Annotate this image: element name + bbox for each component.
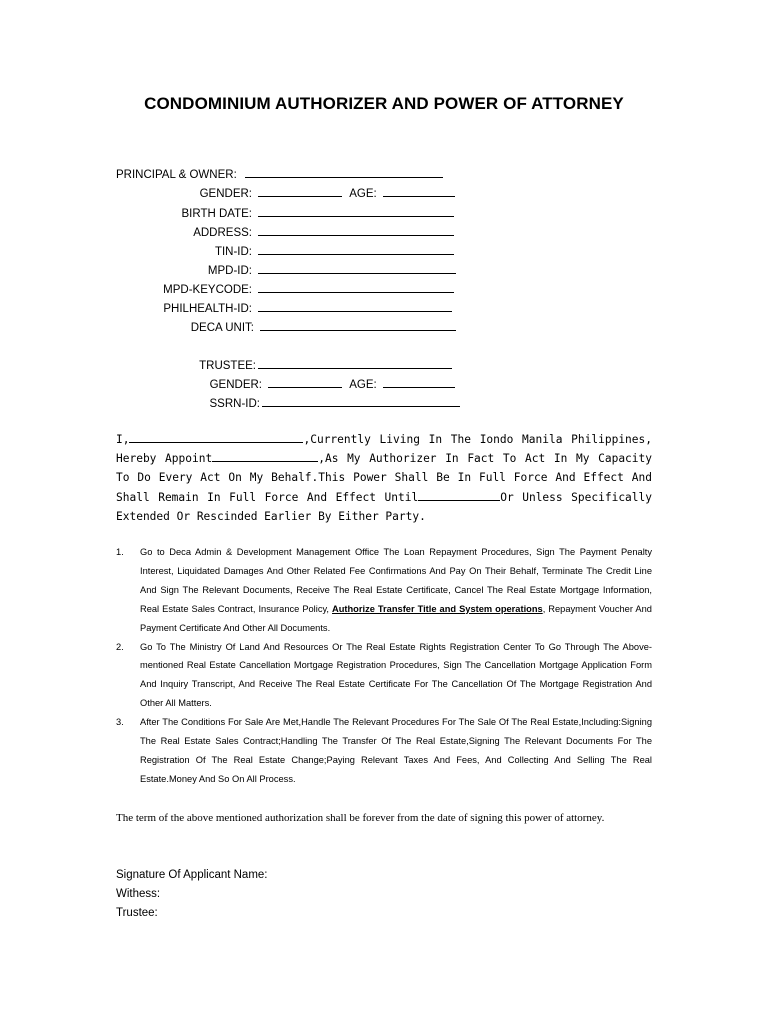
birth-date-label: BIRTH DATE: bbox=[181, 208, 252, 220]
trustee-gender-blank bbox=[268, 376, 342, 388]
address-blank bbox=[258, 224, 454, 236]
ssrn-id-blank bbox=[262, 395, 460, 407]
intro-until-blank bbox=[418, 489, 500, 501]
trustee-age-label: AGE: bbox=[349, 379, 377, 391]
age-label: AGE: bbox=[349, 188, 377, 200]
mpd-keycode-label: MPD-KEYCODE: bbox=[163, 284, 252, 296]
trustee-gender-label: GENDER: bbox=[209, 379, 262, 391]
list-item-text: Go to Deca Admin & Development Management Office The Loan Repayment Procedures, Sign The Payment Penalty Interest, Liquidated Damages And Other Related Fee Confirmations And Pay On Their Behalf, Terminate The Credit Line And Sign The Relevant Documents, Receive The Real Estate Certificate, Cancel The Real Estate Mortgage Information, Real Estate Sales Contract, Insurance Policy, bbox=[140, 547, 652, 614]
deca-unit-label: DECA UNIT: bbox=[190, 322, 254, 334]
principal-owner-blank bbox=[245, 166, 443, 178]
list-item-number: 3. bbox=[116, 717, 124, 728]
intro-name-blank bbox=[129, 431, 303, 443]
ssrn-id-label: SSRN-ID: bbox=[209, 398, 260, 410]
birth-date-field bbox=[116, 205, 454, 221]
tin-id-label: TIN-ID: bbox=[214, 246, 252, 258]
deca-unit-blank bbox=[260, 319, 456, 331]
tin-id-field bbox=[116, 243, 454, 259]
gender-blank bbox=[258, 185, 342, 197]
list-item-number: 1. bbox=[116, 547, 124, 557]
trustee-field bbox=[116, 357, 452, 373]
list-item bbox=[116, 543, 652, 638]
authorization-list bbox=[116, 543, 652, 789]
birth-date-blank bbox=[258, 205, 454, 217]
page-title: CONDOMINIUM AUTHORIZER AND POWER OF ATTORNEY bbox=[144, 94, 624, 113]
intro-part-3: Or Unless Specifically Extended Or Rescinded Earlier By Either Party. bbox=[116, 490, 652, 523]
tin-id-blank bbox=[258, 243, 454, 255]
intro-part-2: ,As My Authorizer In Fact To Act In My Capacity To Do Every Act On My Behalf.This Power Shall Be In Full Force And Effect And Shall Remain In Full Force And Effect Until bbox=[116, 452, 652, 504]
intro-paragraph bbox=[116, 430, 652, 526]
philhealth-id-label: PHILHEALTH-ID: bbox=[163, 303, 252, 315]
address-field bbox=[116, 224, 454, 240]
list-item-text-end: , Repayment Voucher And Payment Certificate And Other All Documents. bbox=[140, 603, 652, 633]
list-item-number: 2. bbox=[116, 641, 124, 652]
gender-label: GENDER: bbox=[199, 188, 252, 200]
trustee-label: TRUSTEE: bbox=[199, 360, 256, 372]
philhealth-id-blank bbox=[258, 300, 452, 312]
principal-owner-label: PRINCIPAL & OWNER: bbox=[116, 169, 237, 181]
mpd-id-field bbox=[116, 262, 456, 278]
list-item bbox=[116, 638, 652, 714]
mpd-id-label: MPD-ID: bbox=[207, 265, 252, 277]
signature-trustee-label: Trustee: bbox=[116, 907, 158, 919]
signature-applicant-label: Signature Of Applicant Name: bbox=[116, 869, 268, 881]
mpd-id-blank bbox=[258, 262, 456, 274]
list-item bbox=[116, 713, 652, 789]
address-label: ADDRESS: bbox=[193, 227, 252, 239]
principal-owner-field bbox=[116, 166, 443, 182]
intro-part-1: ,Currently Living In The Iondo Manila Philippines, Hereby Appoint bbox=[116, 433, 652, 466]
intro-i: I, bbox=[116, 433, 130, 446]
trustee-blank bbox=[258, 357, 452, 369]
intro-appointee-blank bbox=[212, 450, 318, 462]
list-item-text: After The Conditions For Sale Are Met,Handle The Relevant Procedures For The Sale Of The Real Estate,Including:Signing The Real Estate Sales Contract;Handling The Transfer Of The Real Estate,Signing The Relevant Documents For The Registration Of The Real Estate Change;Paying Relevant Taxes And Fees, And Collecting And Selling The Real Estate.Money And So On All Process. bbox=[140, 717, 652, 784]
ssrn-id-field bbox=[116, 395, 460, 411]
list-item-text: Go To The Ministry Of Land And Resources Or The Real Estate Rights Registration Center To Go Through The Above-mentioned Real Estate Cancellation Mortgage Registration Procedures, Sign The Cancellation Mortgage Application Form And Inquiry Transcript, And Receive The Real Estate Certificate For The Cancellation Of The Mortgage Registration And Other All Matters. bbox=[140, 641, 652, 709]
deca-unit-field bbox=[116, 319, 456, 335]
trustee-age-blank bbox=[383, 376, 455, 388]
philhealth-id-field bbox=[116, 300, 452, 316]
mpd-keycode-field bbox=[116, 281, 454, 297]
signature-witness-label: Withess: bbox=[116, 888, 161, 900]
trustee-gender-field bbox=[116, 376, 455, 392]
age-blank bbox=[383, 185, 455, 197]
term-paragraph: The term of the above mentioned authorization shall be forever from the date of signing this power of attorney. bbox=[116, 812, 605, 824]
mpd-keycode-blank bbox=[258, 281, 454, 293]
list-item-emphasis: Authorize Transfer Title and System operations bbox=[332, 603, 543, 614]
gender-field bbox=[116, 185, 455, 201]
